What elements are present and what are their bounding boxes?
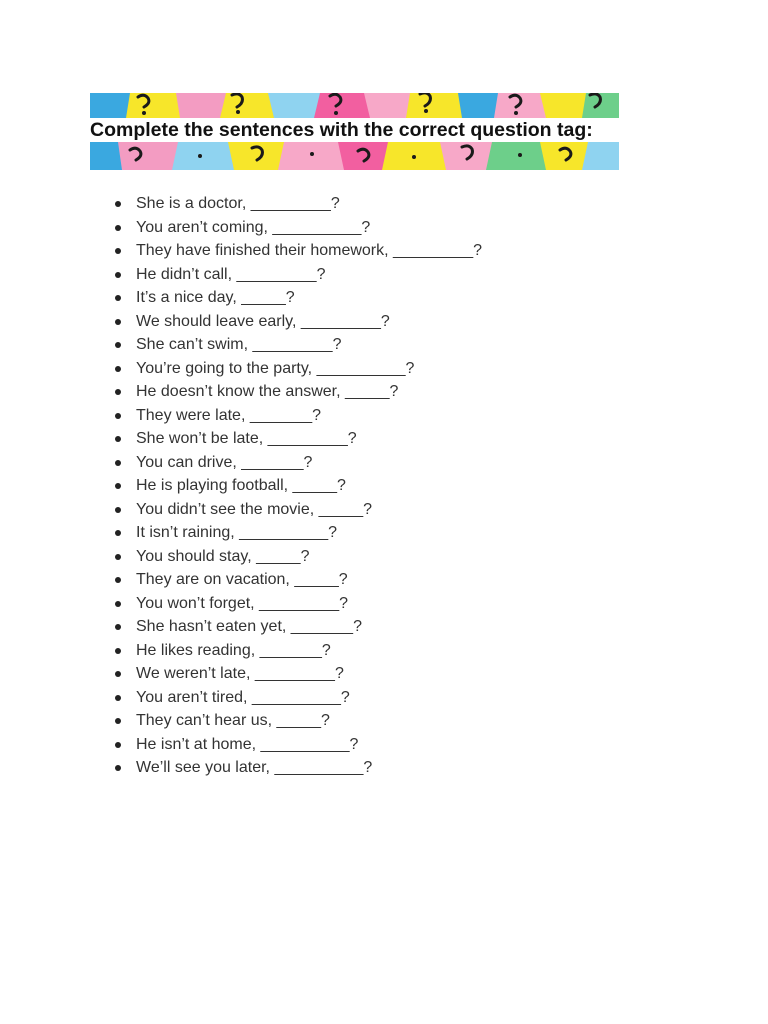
sentence-text: She won’t be late, _________? — [136, 430, 357, 447]
bullet-icon — [115, 342, 121, 348]
sticky-notes-image-bottom — [90, 142, 619, 170]
bullet-icon — [115, 483, 121, 489]
sentence-text: They can’t hear us, _____? — [136, 712, 330, 729]
bullet-icon — [115, 319, 121, 325]
sentence-text: We’ll see you later, __________? — [136, 759, 373, 776]
sentence-text: You won’t forget, _________? — [136, 594, 349, 612]
sentence-text: You can drive, _______? — [136, 453, 313, 471]
bullet-icon — [115, 695, 121, 701]
sentence-text: She can’t swim, _________? — [136, 336, 342, 353]
sentence-text: She hasn’t eaten yet, _______? — [136, 618, 362, 635]
sentence-text: He likes reading, _______? — [136, 641, 331, 659]
header-banner — [90, 93, 619, 170]
sentence-text: He doesn’t know the answer, _____? — [136, 383, 399, 400]
sentence-text: You aren’t tired, __________? — [136, 688, 350, 706]
bullet-icon — [115, 742, 121, 748]
bullet-icon — [115, 530, 121, 536]
sentence-text: He is playing football, _____? — [136, 477, 346, 494]
bullet-icon — [115, 389, 121, 395]
bullet-icon — [115, 624, 121, 630]
sentence-text: They have finished their homework, _________? — [136, 242, 482, 259]
bullet-icon — [115, 225, 121, 231]
sentence-text: You aren’t coming, __________? — [136, 218, 371, 236]
sentence-text: He didn’t call, _________? — [136, 265, 326, 283]
sentence-text: He isn’t at home, __________? — [136, 735, 359, 753]
sentence-text: You should stay, _____? — [136, 547, 310, 565]
sentence-text: You didn’t see the movie, _____? — [136, 500, 373, 518]
sentence-text: We weren’t late, _________? — [136, 665, 344, 682]
bullet-icon — [115, 648, 121, 654]
bullet-icon — [115, 460, 121, 466]
sentence-text: We should leave early, _________? — [136, 312, 390, 330]
worksheet-title: Complete the sentences with the correct question tag: — [90, 119, 593, 141]
sticky-notes-image-top — [90, 93, 619, 118]
bullet-icon — [115, 601, 121, 607]
bullet-icon — [115, 201, 121, 207]
bullet-icon — [115, 554, 121, 560]
bullet-icon — [115, 248, 121, 254]
sentence-text: It isn’t raining, __________? — [136, 524, 338, 541]
bullet-icon — [115, 507, 121, 513]
bullet-icon — [115, 413, 121, 419]
bullet-icon — [115, 436, 121, 442]
sentence-text: They were late, _______? — [136, 406, 322, 424]
bullet-icon — [115, 577, 121, 583]
bullet-icon — [115, 765, 121, 771]
bullet-icon — [115, 671, 121, 677]
bullet-icon — [115, 272, 121, 278]
sentence-text: She is a doctor, _________? — [136, 195, 340, 212]
sentence-text: You’re going to the party, __________? — [136, 359, 415, 377]
bullet-icon — [115, 295, 121, 301]
bullet-icon — [115, 366, 121, 372]
sentence-text: They are on vacation, _____? — [136, 571, 348, 588]
bullet-icon — [115, 718, 121, 724]
sentence-text: It’s a nice day, _____? — [136, 289, 295, 306]
